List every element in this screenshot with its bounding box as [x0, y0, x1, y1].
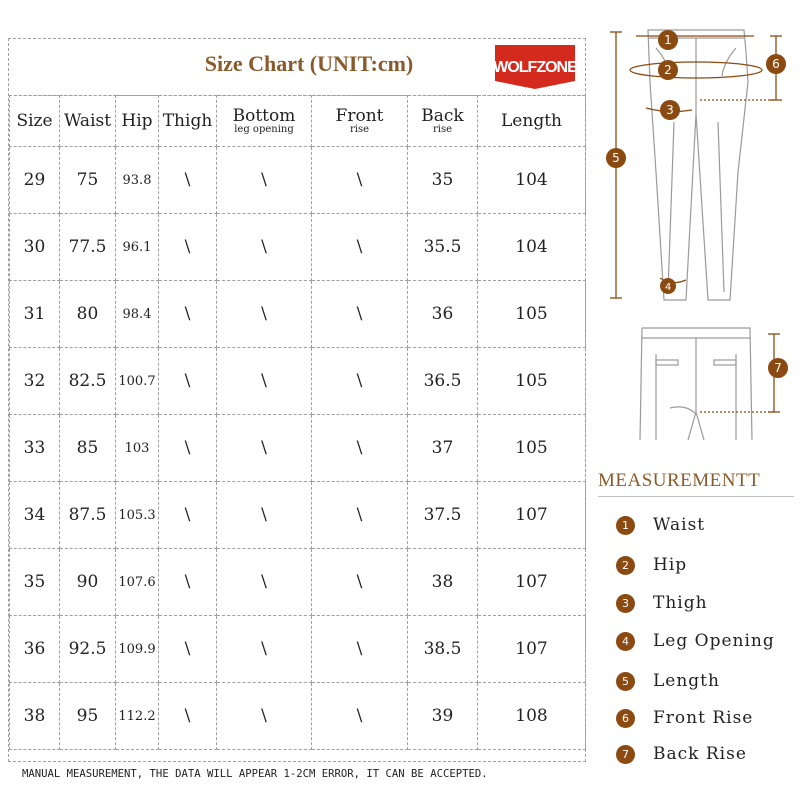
table-row: [10, 281, 586, 348]
table-cell: \: [159, 281, 217, 348]
table-cell: \: [312, 281, 408, 348]
chart-title: Size Chart (UNIT:cm): [204, 51, 414, 76]
table-cell: \: [217, 348, 312, 415]
legend-title: MEASUREMENTT: [598, 470, 761, 491]
table-cell: \: [312, 214, 408, 281]
column-header: [478, 96, 586, 147]
legend-item: [616, 708, 754, 731]
table-cell: 105: [478, 281, 586, 348]
table-cell: 35: [408, 147, 478, 214]
column-header-label: Front: [335, 105, 384, 126]
table-cell: 107.6: [116, 549, 159, 616]
table-cell: 31: [10, 281, 60, 348]
table-cell: 38: [408, 549, 478, 616]
column-header: [159, 96, 217, 147]
column-header-label: Waist: [63, 111, 112, 131]
table-cell: 85: [60, 415, 116, 482]
legend-divider: [598, 496, 794, 497]
table-cell: 95: [60, 683, 116, 750]
table-cell: 98.4: [116, 281, 159, 348]
table-cell: 34: [10, 482, 60, 549]
table-cell: \: [312, 147, 408, 214]
table-cell: 38: [10, 683, 60, 750]
legend-item: [616, 555, 688, 578]
table-cell: \: [312, 415, 408, 482]
table-cell: 108: [478, 683, 586, 750]
table-row: [10, 214, 586, 281]
table-cell: \: [217, 482, 312, 549]
table-cell: \: [159, 549, 217, 616]
table-cell: 92.5: [60, 616, 116, 683]
column-header-label: Hip: [121, 111, 153, 131]
legend-number-badge: 3: [616, 594, 635, 613]
legend-label: Hip: [653, 555, 688, 575]
marker-5: 5: [612, 151, 620, 165]
table-cell: 36.5: [408, 348, 478, 415]
table-row: [10, 549, 586, 616]
table-cell: 104: [478, 147, 586, 214]
size-table-wrap: [9, 95, 585, 750]
legend-label: Leg Opening: [653, 631, 775, 651]
back-pants-diagram: [596, 318, 792, 442]
table-cell: \: [217, 415, 312, 482]
legend-number-badge: 4: [616, 632, 635, 651]
table-cell: 103: [116, 415, 159, 482]
table-cell: 33: [10, 415, 60, 482]
table-row: [10, 147, 586, 214]
column-header-sublabel: rise: [349, 123, 370, 135]
table-cell: 35.5: [408, 214, 478, 281]
table-cell: 75: [60, 147, 116, 214]
table-cell: 105: [478, 348, 586, 415]
table-cell: \: [217, 281, 312, 348]
marker-4: 4: [664, 282, 672, 293]
table-row: [10, 616, 586, 683]
table-header-row: [10, 96, 586, 147]
marker-7: 7: [774, 361, 782, 375]
table-cell: 93.8: [116, 147, 159, 214]
column-header-sublabel: leg opening: [234, 123, 294, 135]
column-header-label: Bottom: [232, 105, 296, 126]
table-cell: \: [312, 348, 408, 415]
table-cell: 107: [478, 616, 586, 683]
table-cell: \: [159, 348, 217, 415]
table-cell: \: [217, 616, 312, 683]
table-cell: \: [159, 683, 217, 750]
table-cell: 105: [478, 415, 586, 482]
legend-label: Length: [653, 671, 720, 691]
table-cell: \: [217, 683, 312, 750]
marker-3: 3: [666, 103, 674, 117]
table-cell: 100.7: [116, 348, 159, 415]
column-header: [217, 96, 312, 147]
table-cell: 87.5: [60, 482, 116, 549]
marker-2: 2: [664, 63, 672, 77]
table-cell: 82.5: [60, 348, 116, 415]
table-cell: \: [217, 147, 312, 214]
column-header-label: Thigh: [162, 111, 213, 131]
table-cell: 109.9: [116, 616, 159, 683]
table-cell: 39: [408, 683, 478, 750]
column-header: [312, 96, 408, 147]
wolfzone-logo: [491, 41, 579, 91]
legend-item: [616, 593, 708, 616]
table-cell: 107: [478, 482, 586, 549]
table-cell: \: [159, 214, 217, 281]
table-cell: 104: [478, 214, 586, 281]
legend-item: [616, 631, 775, 654]
legend-number-badge: 5: [616, 672, 635, 691]
table-row: [10, 348, 586, 415]
table-row: [10, 683, 586, 750]
table-cell: 112.2: [116, 683, 159, 750]
size-chart: [8, 38, 586, 762]
table-cell: 36: [408, 281, 478, 348]
legend-item: [616, 671, 720, 694]
title-bar: [9, 39, 585, 96]
legend-item: [616, 515, 706, 538]
table-row: [10, 415, 586, 482]
table-cell: \: [312, 549, 408, 616]
marker-1: 1: [664, 33, 672, 47]
legend-label: Front Rise: [653, 708, 754, 728]
marker-6: 6: [772, 57, 780, 71]
table-cell: 38.5: [408, 616, 478, 683]
table-cell: \: [217, 214, 312, 281]
size-table: [9, 95, 586, 750]
table-cell: \: [312, 482, 408, 549]
table-cell: 36: [10, 616, 60, 683]
legend-label: Waist: [653, 515, 706, 535]
table-cell: 96.1: [116, 214, 159, 281]
table-cell: 107: [478, 549, 586, 616]
column-header-sublabel: rise: [432, 123, 453, 135]
legend-number-badge: 1: [616, 516, 635, 535]
legend-number-badge: 7: [616, 745, 635, 764]
table-cell: \: [217, 549, 312, 616]
legend-item: [616, 744, 747, 767]
table-cell: 32: [10, 348, 60, 415]
table-cell: 29: [10, 147, 60, 214]
table-cell: \: [312, 683, 408, 750]
column-header: [408, 96, 478, 147]
table-cell: \: [312, 616, 408, 683]
column-header-label: Length: [501, 111, 562, 131]
table-cell: 90: [60, 549, 116, 616]
table-cell: \: [159, 147, 217, 214]
legend-number-badge: 2: [616, 556, 635, 575]
measurement-note: MANUAL MEASUREMENT, THE DATA WILL APPEAR 1-2CM ERROR, IT CAN BE ACCEPTED.: [22, 768, 488, 780]
column-header: [60, 96, 116, 147]
table-cell: 80: [60, 281, 116, 348]
front-pants-diagram: [596, 22, 792, 302]
table-cell: 37: [408, 415, 478, 482]
column-header-label: Size: [16, 111, 53, 131]
table-cell: \: [159, 616, 217, 683]
column-header-label: Back: [421, 105, 464, 126]
legend-number-badge: 6: [616, 709, 635, 728]
table-cell: \: [159, 415, 217, 482]
table-cell: 35: [10, 549, 60, 616]
legend-label: Back Rise: [653, 744, 747, 764]
legend-label: Thigh: [653, 593, 708, 613]
table-cell: 37.5: [408, 482, 478, 549]
table-cell: 105.3: [116, 482, 159, 549]
table-cell: 30: [10, 214, 60, 281]
table-cell: \: [159, 482, 217, 549]
column-header: [10, 96, 60, 147]
column-header: [116, 96, 159, 147]
table-row: [10, 482, 586, 549]
table-cell: 77.5: [60, 214, 116, 281]
brand-text: WOLFZONE: [493, 59, 577, 76]
